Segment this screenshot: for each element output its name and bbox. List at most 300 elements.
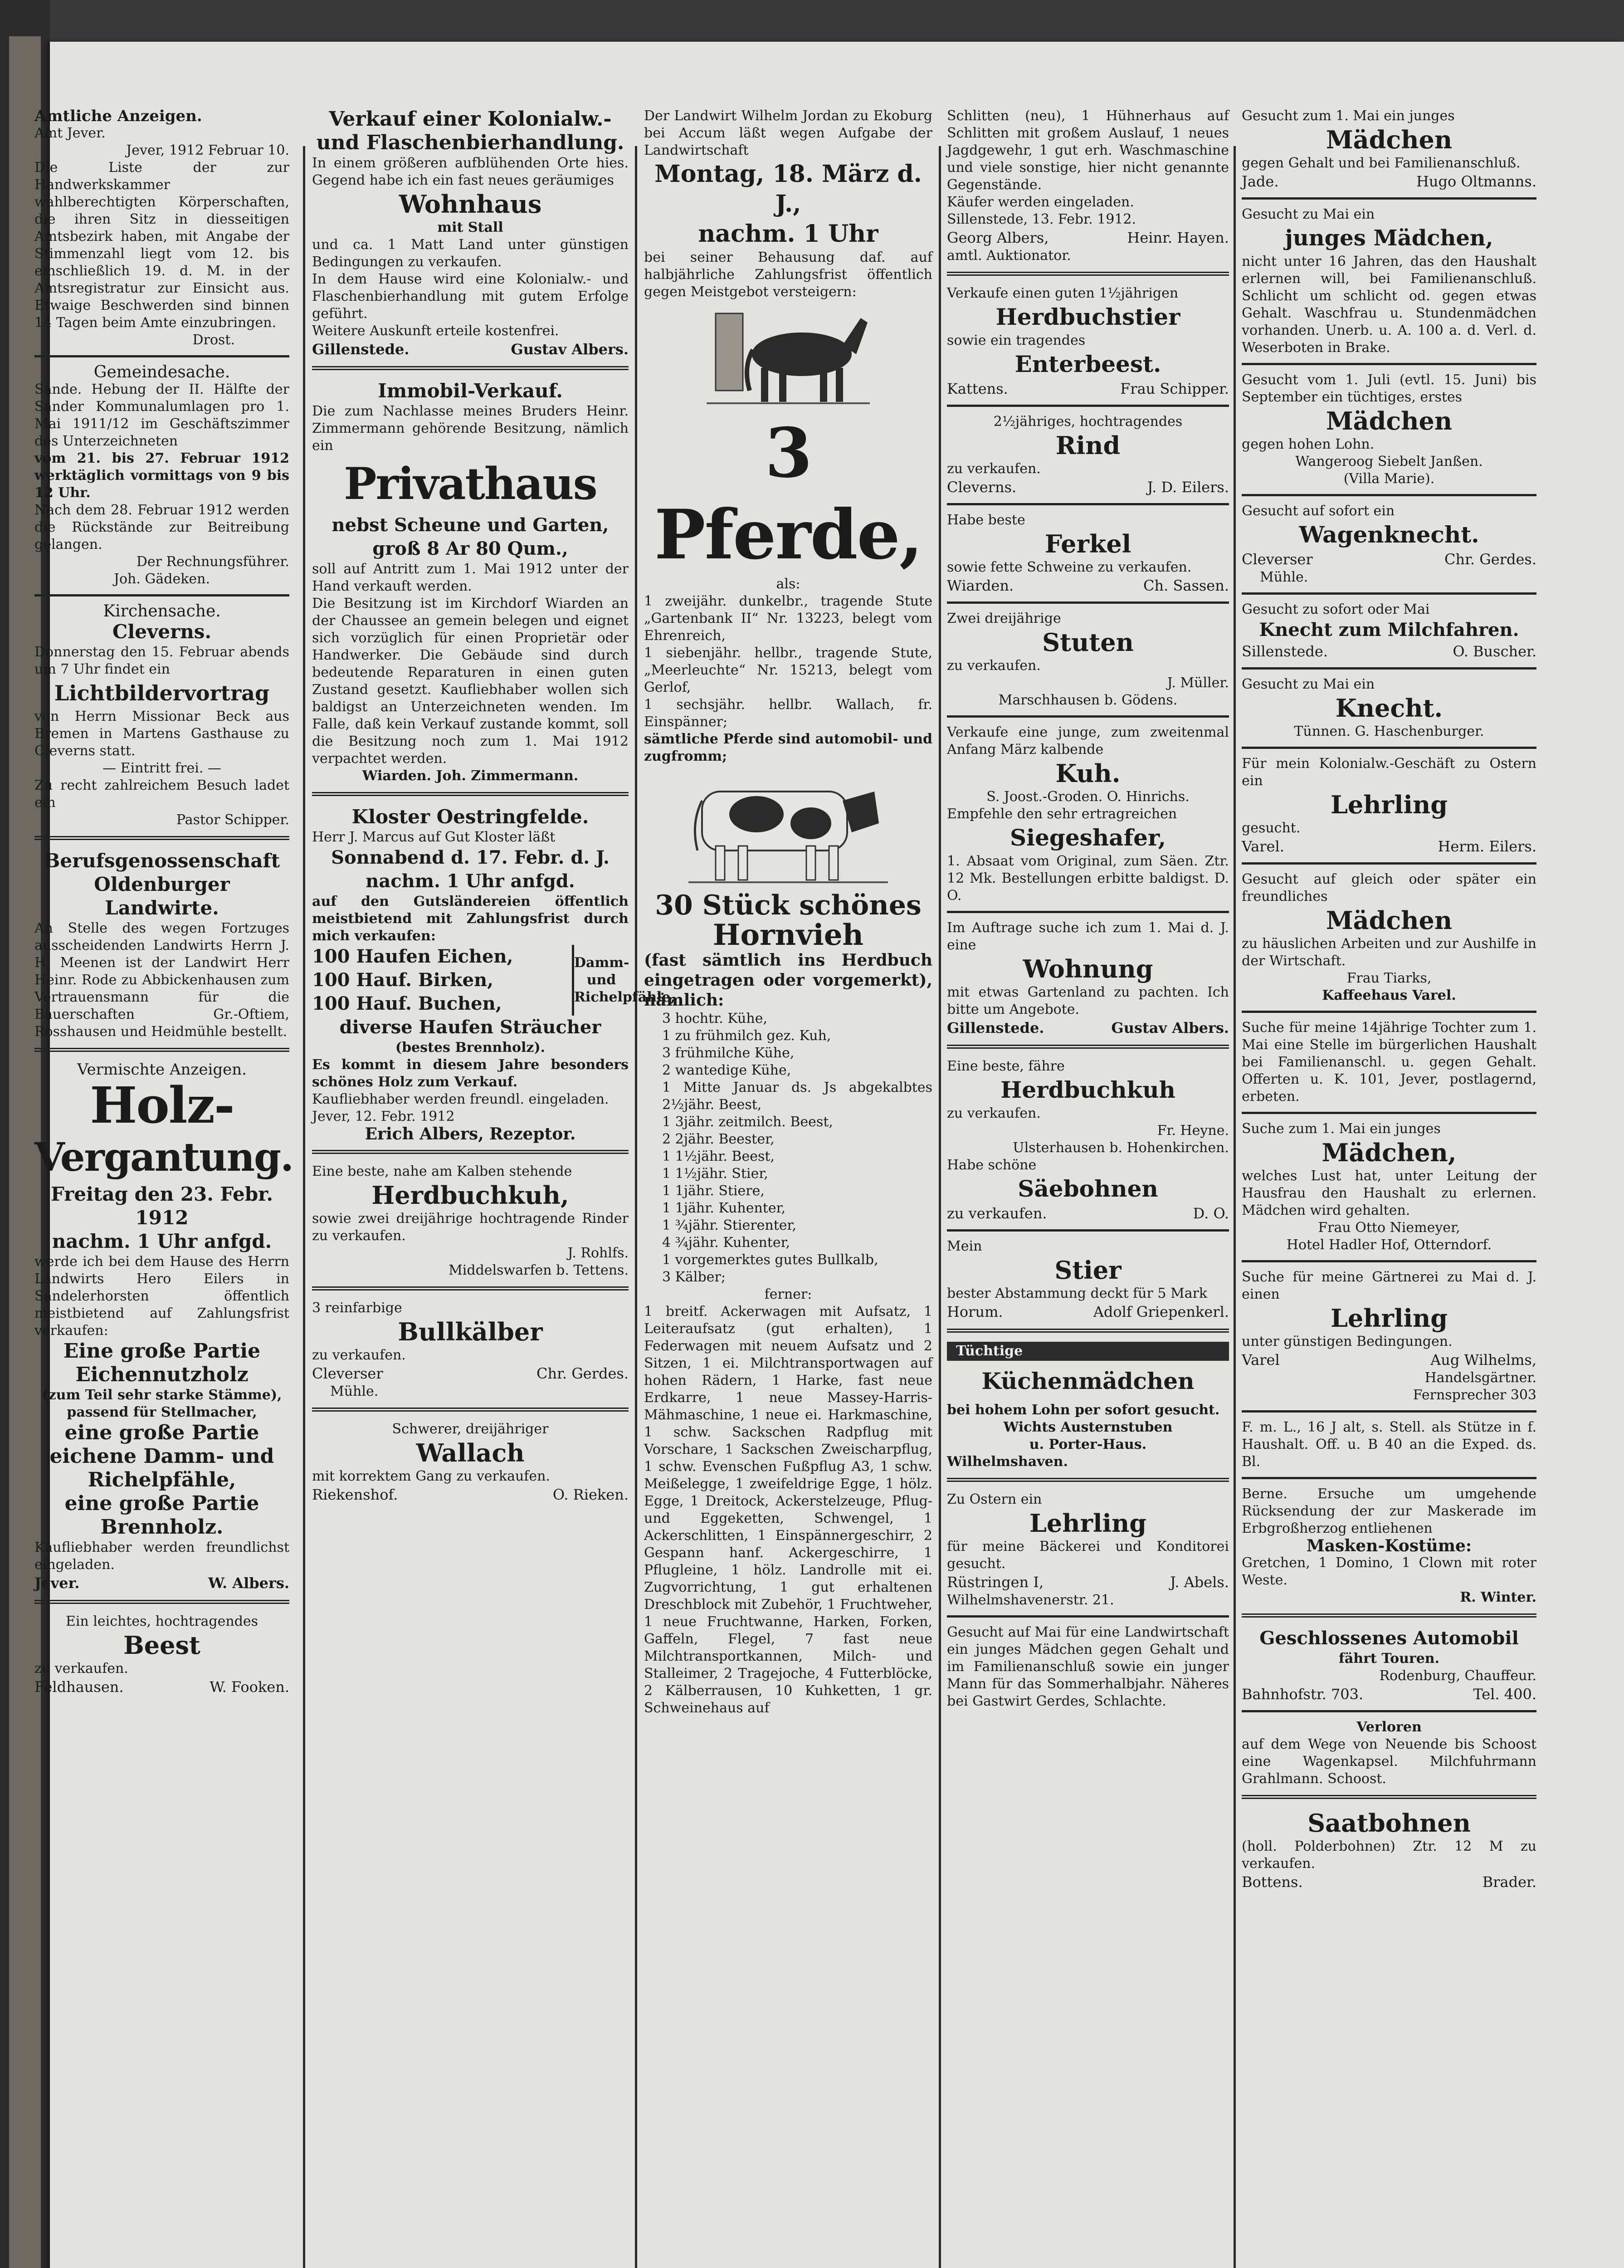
ad-date: Sillenstede, 13. Febr. 1912. xyxy=(947,211,1136,227)
divider xyxy=(1242,1011,1536,1013)
ad-signature-place: Jever. xyxy=(34,1574,80,1592)
ad-text: Käufer werden eingeladen. xyxy=(947,194,1134,210)
divider xyxy=(34,836,289,842)
column-3 xyxy=(644,108,932,2268)
cattle-item: 1 3jähr. zeitmilch. Beest, xyxy=(662,1114,833,1130)
ad-text: Gesucht auf sofort ein xyxy=(1242,503,1395,519)
ad-headline: Kloster Oestringfelde. xyxy=(351,806,589,828)
ad-signature: Wichts Austernstuben xyxy=(1003,1419,1173,1435)
ad-date: Freitag den 23. Febr. 1912 xyxy=(51,1183,273,1229)
ad-text: Zwei dreijährige xyxy=(947,611,1061,626)
divider xyxy=(947,1329,1229,1334)
ad-signature: Ulsterhausen b. Hohenkirchen. xyxy=(1013,1140,1229,1156)
divider xyxy=(947,272,1229,278)
divider xyxy=(1242,1112,1536,1114)
ad-signature-place: Rüstringen I, xyxy=(947,1574,1044,1591)
ad-date: nachm. 1 Uhr anfgd. xyxy=(52,1230,272,1252)
ad-text: zu verkaufen. xyxy=(947,461,1041,477)
ad-text-bold: auf den Gutsländereien öffentlich meistbietend mit Zahlungsfrist durch mich verkaufen: xyxy=(312,894,629,944)
ad-headline: Küchenmädchen xyxy=(981,1368,1195,1394)
ad-text: Die Besitzung ist im Kirchdorf Wiarden an der Chaussee an gemein belegen und eignet sich vorzüglich für einen Proprietär oder Handwerker. Die Gebäude sind durch bedeutende Reparaturen in einen guten Zustand gesetzt. Kaufliebhaber wollen sich baldigst an Unterzeichneten wenden. Im Falle, daß kein Verkauf zustande kommt, soll die Besitzung noch zum 1. Mai 1912 verpachtet werden. xyxy=(312,596,629,767)
ad-text: sowie fette Schweine zu verkaufen. xyxy=(947,559,1192,575)
ad-text: Empfehle den sehr ertragreichen xyxy=(947,806,1177,822)
ad-text: Die Liste der zur Handwerkskammer wahlberechtigten Körperschaften, die ihren Sitz in diesseitigen Amtsbezirk haben, mit Angabe der Stimmenzahl liegt vom 12. bis einschließlich 19. d. M. in der Amtsregistratur zur Einsicht aus. Etwaige Beschwerden sind binnen 14 Tagen beim Amte einzubringen. xyxy=(34,160,289,331)
ad-headline: Lichtbildervortrag xyxy=(54,681,270,705)
cattle-item: 1 1jähr. Stiere, xyxy=(662,1183,765,1199)
ad-signature-name: W. Fooken. xyxy=(210,1678,289,1696)
ad-text: Habe beste xyxy=(947,512,1025,528)
newspaper-page xyxy=(34,42,1624,2268)
ad-headline: junges Mädchen, xyxy=(1285,225,1493,251)
ad-signature-place: Cleverns. xyxy=(947,479,1017,496)
ad-text: von Herrn Missionar Beck aus Bremen in Martens Gasthause zu Cleverns statt. xyxy=(34,709,289,759)
ad-signature-place: Varel. xyxy=(1242,838,1284,855)
ad-signature-row xyxy=(312,340,629,359)
ad-headline: Säebohnen xyxy=(1018,1175,1158,1202)
ad-signature: Hotel Hadler Hof, Otterndorf. xyxy=(1286,1237,1492,1253)
ad-text: Kaufliebhaber werden freundlichst eingeladen. xyxy=(34,1540,289,1573)
ad-text: Suche für meine 14jährige Tochter zum 1. Mai eine Stelle im bürgerlichen Haushalt bei Familienanschl. u. gegen Gehalt. Offerten u. K. 101, Jever, postlagernd, erbeten. xyxy=(1242,1020,1536,1105)
ad-signature-row xyxy=(312,1364,629,1383)
ad-signature-name: Brader. xyxy=(1482,1873,1536,1891)
ad-signature: Rodenburg, Chauffeur. xyxy=(1379,1668,1536,1684)
ad-signature-place: Bottens. xyxy=(1242,1873,1303,1891)
ad-signature-place: Wiarden. xyxy=(947,577,1014,594)
ad-headline: Verkauf einer Kolonialw.- xyxy=(329,108,612,131)
cattle-item: 2 wantedige Kühe, xyxy=(662,1062,791,1078)
ad-text: gegen hohen Lohn. xyxy=(1242,436,1375,452)
ad-text: Habe schöne xyxy=(947,1157,1037,1173)
ad-signature: J. Müller. xyxy=(1167,675,1229,691)
ad-signature: Wiarden. Joh. Zimmermann. xyxy=(362,768,579,784)
ad-text: für meine Bäckerei und Konditorei gesucht. xyxy=(947,1539,1229,1572)
ad-signature: amtl. Auktionator. xyxy=(947,248,1071,264)
ad-date: Jever, 12. Febr. 1912 xyxy=(312,1109,455,1124)
ad-headline: Mädchen, xyxy=(1322,1138,1457,1167)
ad-text: Amt Jever. xyxy=(34,125,106,141)
ad-signature: S. Joost.-Groden. O. Hinrichs. xyxy=(986,789,1190,805)
ad-headline: Herdbuchkuh xyxy=(1000,1076,1175,1103)
ad-signature: Der Rechnungsführer. xyxy=(136,554,289,570)
ad-signature-name: Gustav Albers. xyxy=(511,341,629,358)
ad-text: und ca. 1 Matt Land unter günstigen Bedingungen zu verkaufen. xyxy=(312,237,629,270)
ad-signature-row xyxy=(1242,642,1536,661)
ad-signature-row xyxy=(947,1573,1229,1592)
ad-headline-large: 3 Pferde, xyxy=(654,413,922,575)
ad-signature: Erich Albers, Rezeptor. xyxy=(365,1124,576,1144)
ad-signature: Tünnen. G. Haschenburger. xyxy=(1294,723,1484,739)
ad-headline-large: Vergantung. xyxy=(34,1134,293,1180)
divider xyxy=(947,1478,1229,1484)
ad-headline: Stier xyxy=(1054,1256,1122,1285)
ad-text-bold: Es kommt in diesem Jahre besonders schönes Holz zum Verkauf. xyxy=(312,1057,629,1090)
divider xyxy=(947,503,1229,505)
ad-headline: Oldenburger Landwirte. xyxy=(94,873,230,919)
cattle-item: 1 vorgemerktes gutes Bullkalb, xyxy=(662,1252,878,1268)
ad-text: Herr J. Marcus auf Gut Kloster läßt xyxy=(312,829,556,845)
ad-headline: Wohnung xyxy=(1023,954,1153,983)
ad-signature-place: Gillenstede. xyxy=(947,1019,1044,1036)
ad-signature-row xyxy=(947,379,1229,398)
ad-text-bold: (bestes Brennholz). xyxy=(395,1040,546,1056)
ad-text: gegen Gehalt und bei Familienanschluß. xyxy=(1242,155,1521,171)
ad-text: In dem Hause wird eine Kolonialw.- und Flaschenbierhandlung mit gutem Erfolge geführt. xyxy=(312,271,629,322)
ad-signature: Frau Tiarks, xyxy=(1346,970,1432,986)
ad-signature: Drost. xyxy=(192,332,235,348)
ad-signature-name: Frau Schipper. xyxy=(1120,380,1229,397)
ad-text: An Stelle des wegen Fortzuges ausscheidenden Landwirts Herrn J. H. Meenen ist der Landwirt Herr Heinr. Rode zu Abbickenhausen zum Vertrauensmann für die Bauerschaften Gr.-Oftiem, Rosshausen und Heidmühle bestellt. xyxy=(34,920,289,1040)
ad-headline: Herdbuchstier xyxy=(995,303,1180,330)
ad-signature: (Villa Marie). xyxy=(1343,471,1435,487)
ad-signature-row xyxy=(947,1018,1229,1037)
ad-headline: nebst Scheune und Garten, groß 8 Ar 80 Qum., xyxy=(332,514,609,559)
divider xyxy=(34,355,289,357)
column-2 xyxy=(312,108,675,2268)
ad-signature-name: O. Rieken. xyxy=(552,1486,629,1503)
ad-signature: Pastor Schipper. xyxy=(176,812,289,828)
ad-text: als: xyxy=(776,576,800,592)
ad-text-bold: (zum Teil sehr starke Stämme), passend für Stellmacher, xyxy=(42,1387,282,1420)
ad-headline: Enterbeest. xyxy=(1014,351,1161,377)
ad-text: Eine beste, nahe am Kalben stehende xyxy=(312,1163,572,1179)
ad-heading-bar: Tüchtige xyxy=(947,1342,1229,1361)
ad-text: mit etwas Gartenland zu pachten. Ich bitte um Angebote. xyxy=(947,984,1229,1017)
cattle-item: 1 ¾jähr. Stierenter, xyxy=(662,1217,797,1233)
divider xyxy=(1242,363,1536,365)
ad-signature-place: Cleverser xyxy=(1242,551,1313,568)
ad-text: zu verkaufen. xyxy=(947,1205,1047,1222)
cattle-list xyxy=(644,1010,932,1286)
ad-text: soll auf Antritt zum 1. Mai 1912 unter der Hand verkauft werden. xyxy=(312,561,629,594)
horse-illustration-icon xyxy=(707,304,870,409)
ad-text: Zu Ostern ein xyxy=(947,1491,1042,1507)
ad-headline: Ferkel xyxy=(1044,529,1131,558)
ad-headline-large: Privathaus xyxy=(344,458,597,509)
ad-signature: Handelsgärtner. xyxy=(1424,1370,1536,1386)
ad-signature-row xyxy=(312,1485,629,1504)
divider xyxy=(1242,1710,1536,1712)
ad-text: Gesucht zu sofort oder Mai xyxy=(1242,601,1430,617)
ad-signature-place: Cleverser xyxy=(312,1365,383,1382)
ad-headline: Kuh. xyxy=(1055,759,1121,788)
ad-headline: Immobil-Verkauf. xyxy=(378,380,563,402)
ad-text: zu verkaufen. xyxy=(34,1661,128,1677)
ad-headline: Hornvieh xyxy=(712,918,864,952)
ad-signature-row xyxy=(1242,1872,1536,1892)
ad-signature: Wilhelmshaven. xyxy=(947,1454,1068,1470)
horse-item: 1 siebenjähr. hellbr., tragende Stute, „Meerleuchte“ Nr. 15213, belegt vom Gerlof, xyxy=(644,645,932,695)
divider xyxy=(947,911,1229,913)
ad-text: zu häuslichen Arbeiten und zur Aushilfe in der Wirtschaft. xyxy=(1242,936,1536,969)
ad-text: Gretchen, 1 Domino, 1 Clown mit roter Weste. xyxy=(1242,1555,1536,1588)
cattle-item: 1 Mitte Januar ds. Js abgekalbtes 2½jähr. Beest, xyxy=(662,1080,932,1113)
horse-item: sämtliche Pferde sind automobil- und zugfromm; xyxy=(644,731,932,764)
ad-signature-row xyxy=(947,576,1229,595)
cattle-item: 2 2jähr. Beester, xyxy=(662,1131,775,1147)
section-heading: Gemeindesache. xyxy=(93,363,230,381)
ad-date: nachm. 1 Uhr xyxy=(698,220,878,248)
ad-text: Donnerstag den 15. Februar abends um 7 Uhr findet ein xyxy=(34,644,289,677)
divider xyxy=(312,1286,629,1292)
ad-item: eine große Partie eichene Damm- und Richelpfähle, xyxy=(49,1421,274,1491)
column-4 xyxy=(947,108,1229,2268)
horse-item: 1 sechsjähr. hellbr. Wallach, fr. Einspänner; xyxy=(644,697,932,730)
ad-signature: Mühle. xyxy=(330,1383,379,1399)
ad-headline: Geschlossenes Automobil xyxy=(1259,1628,1519,1649)
ad-signature: Fr. Heyne. xyxy=(1157,1123,1229,1139)
ad-text: sowie ein tragendes xyxy=(947,332,1086,348)
ad-text: bester Abstammung deckt für 5 Mark xyxy=(947,1286,1208,1301)
ad-signature-place: Bahnhofstr. 703. xyxy=(1242,1686,1364,1703)
ad-text: Sande. Hebung der II. Hälfte der Sander Kommunalumlagen pro 1. Mai 1911/12 im Geschäftszimmer des Unterzeichneten xyxy=(34,381,289,449)
ad-headline: Siegeshafer, xyxy=(1010,824,1166,851)
ad-text: Schlitten (neu), 1 Hühnerhaus auf Schlitten mit großem Auslauf, 1 neues Jagdgewehr, 1 gut erh. Waschmaschine und viele sonstige, hier nicht genannte Gegenstände. xyxy=(947,108,1229,193)
divider xyxy=(1242,1795,1536,1801)
divider xyxy=(34,1600,289,1606)
ad-text: unter günstigen Bedingungen. xyxy=(1242,1334,1453,1349)
column-1 xyxy=(34,107,293,2268)
section-heading: Kirchensache. xyxy=(103,602,221,621)
ad-text: Eine beste, fähre xyxy=(947,1058,1065,1074)
ad-headline: Wagenknecht. xyxy=(1299,521,1479,548)
ad-text: zu verkaufen. xyxy=(312,1347,406,1363)
ad-signature-name: Herm. Eilers. xyxy=(1438,838,1536,855)
cattle-item: 4 ¾jähr. Kuhenter, xyxy=(662,1235,790,1251)
ad-signature: R. Winter. xyxy=(1460,1589,1536,1605)
ad-headline: Beest xyxy=(123,1631,200,1660)
ad-headline: Cleverns. xyxy=(112,621,212,643)
ad-headline: Verloren xyxy=(1356,1719,1422,1735)
ad-signature-row xyxy=(1242,837,1536,856)
ad-text: Nach dem 28. Februar 1912 werden die Rückstände zur Beitreibung gelangen. xyxy=(34,502,289,552)
ad-headline: Mädchen xyxy=(1326,406,1453,435)
ad-signature-name: Adolf Griepenkerl. xyxy=(1093,1303,1229,1320)
ad-signature-row xyxy=(947,228,1229,247)
ad-signature-name: Aug Wilhelms, xyxy=(1430,1351,1536,1369)
ad-signature: Fernsprecher 303 xyxy=(1413,1387,1536,1403)
divider xyxy=(947,601,1229,604)
ad-signature: u. Porter-Haus. xyxy=(1029,1437,1147,1452)
ad-signature-name: Gustav Albers. xyxy=(1111,1019,1229,1036)
ad-signature-name: Hugo Oltmanns. xyxy=(1416,173,1536,190)
wood-lot-side-label: Damm- und Richelpfähle, xyxy=(574,955,675,1005)
ad-text: Suche zum 1. Mai ein junges xyxy=(1242,1121,1441,1137)
ad-headline: Bullkälber xyxy=(398,1317,543,1346)
ad-text: Der Landwirt Wilhelm Jordan zu Ekoburg bei Accum läßt wegen Aufgabe der Landwirtschaft xyxy=(644,108,932,158)
divider xyxy=(1242,1477,1536,1479)
ad-item: Eine große Partie Eichennutzholz xyxy=(63,1339,261,1386)
ad-signature-name: J. Abels. xyxy=(1170,1574,1229,1591)
section-heading: Amtliche Anzeigen. xyxy=(34,107,202,125)
ad-signature-row xyxy=(1242,1350,1536,1369)
ad-signature-place: Varel xyxy=(1242,1351,1280,1369)
divider xyxy=(1242,667,1536,670)
ad-signature-name: W. Albers. xyxy=(208,1574,289,1592)
divider xyxy=(1242,862,1536,865)
ad-signature-place: Jade. xyxy=(1242,173,1279,190)
divider xyxy=(34,1048,289,1054)
wood-lot-table xyxy=(312,945,675,1016)
ad-signature-name: Ch. Sassen. xyxy=(1143,577,1229,594)
ad-text: Gesucht zu Mai ein xyxy=(1242,676,1375,692)
ad-text: — Eintritt frei. — xyxy=(102,760,221,776)
ad-text: 1 breitf. Ackerwagen mit Aufsatz, 1 Leiteraufsatz (gut erhalten), 1 Federwagen mit neuem Aufsatz und 2 Sitzen, 1 ei. Milchtransportwagen auf hohen Rädern, 1 Harke, fast neue Erdkarre, 1 neue Massey-Harris-Mähmaschine, 1 neue ei. Harkmaschine, 1 schw. Sackschen Radpflug mit Vorschare, 1 Sackschen Zweischarpflug, 1 schw. Evenschen Fußpflug A3, 1 schw. Meißelegge, 1 zweifeldrige Egge, 1 hölz. Egge, 1 Dreitock, Ackerstelzeuge, Pflug- und Eggeketten, Schwengel, 1 Ackerschlitten, 1 Einspännergeschirr, 2 Gespann hanf. Ackergeschirre, 1 Pflugleine, 1 hölz. Landrolle mit ei. Zugvorrichtung, 1 gut erhaltenen Dreschblock mit Zubehör, 1 Fruchtweher, 1 neue Fruchtwanne, Harken, Forken, Gaffeln, Flegel, 7 fast neue Milchtransportkannen, Milch- und Stalleimer, 2 Tragejoche, 4 Futterblöcke, 2 Kälberrausen, 10 Kuhketten, 1 gr. Schweinehaus auf xyxy=(644,1304,932,1716)
wood-lot-row: 100 Hauf. Buchen, xyxy=(312,993,502,1014)
ad-date: Jever, 1912 Februar 10. xyxy=(126,142,289,158)
ad-text: Schwerer, dreijähriger xyxy=(392,1421,549,1437)
ad-headline: Lehrling xyxy=(1029,1509,1147,1538)
ad-signature-name: J. D. Eilers. xyxy=(1147,479,1229,496)
ad-text: 1. Absaat vom Original, zum Säen. Ztr. 12 Mk. Bestellungen erbitte baldigst. D. O. xyxy=(947,853,1229,904)
ad-text: Die zum Nachlasse meines Bruders Heinr. Zimmermann gehörende Besitzung, nämlich ein xyxy=(312,403,629,454)
ad-text: Kaufliebhaber werden freundl. eingeladen. xyxy=(312,1091,609,1107)
ad-text: Gesucht zu Mai ein xyxy=(1242,206,1375,222)
ad-headline: Saatbohnen xyxy=(1307,1809,1471,1838)
divider xyxy=(312,366,629,372)
ad-item: eine große Partie Brennholz. xyxy=(64,1492,259,1539)
ad-text: bei seiner Behausung daf. auf halbjährliche Zahlungsfrist öffentlich gegen Meistgebot versteigern: xyxy=(644,249,932,300)
divider xyxy=(1242,1260,1536,1262)
divider xyxy=(1242,1410,1536,1413)
ad-signature: Marschhausen b. Gödens. xyxy=(998,692,1178,708)
ad-text: Gesucht vom 1. Juli (evtl. 15. Juni) bis September ein tüchtiges, erstes xyxy=(1242,372,1536,405)
ad-headline: und Flaschenbierhandlung. xyxy=(316,131,624,154)
divider xyxy=(1242,197,1536,200)
ad-text: In einem größeren aufblühenden Orte hies. Gegend habe ich ein fast neues geräumiges xyxy=(312,155,629,188)
ad-text: Mein xyxy=(947,1238,982,1254)
divider xyxy=(1242,1613,1536,1619)
ad-text: Suche für meine Gärtnerei zu Mai d. J. einen xyxy=(1242,1269,1536,1302)
ad-signature-row xyxy=(1242,172,1536,191)
ad-text: (holl. Polderbohnen) Ztr. 12 M zu verkaufen. xyxy=(1242,1838,1536,1872)
ad-signature-place: Horum. xyxy=(947,1303,1003,1320)
ad-headline: Wohnhaus xyxy=(399,190,542,219)
section-heading: Vermischte Anzeigen. xyxy=(77,1061,247,1079)
divider xyxy=(947,1045,1229,1051)
ad-signature: J. Rohlfs. xyxy=(567,1245,629,1261)
ad-signature-row xyxy=(947,478,1229,497)
ad-text: sowie zwei dreijährige hochtragende Rinder zu verkaufen. xyxy=(312,1211,629,1244)
ad-signature-name: O. Buscher. xyxy=(1453,643,1536,660)
ad-text: 2½jähriges, hochtragendes xyxy=(993,414,1183,430)
ad-headline: Mädchen xyxy=(1326,125,1453,154)
column-rule xyxy=(635,146,637,2268)
column-rule xyxy=(303,146,305,2268)
ad-text: Im Auftrage suche ich zum 1. Mai d. J. eine xyxy=(947,920,1229,953)
ad-headline-large: Holz- xyxy=(90,1076,234,1134)
divider xyxy=(1242,592,1536,595)
ad-date: nachm. 1 Uhr anfgd. xyxy=(366,870,575,892)
ad-headline: 30 Stück schönes xyxy=(655,890,922,921)
ad-text: Weitere Auskunft erteile kostenfrei. xyxy=(312,323,559,339)
ad-signature-name: Chr. Gerdes. xyxy=(536,1365,629,1382)
ad-text: welches Lust hat, unter Leitung der Hausfrau den Haushalt zu erlernen. Mädchen wird gehalten. xyxy=(1242,1168,1536,1218)
ad-text: zu verkaufen. xyxy=(947,658,1041,674)
wood-lot-list xyxy=(312,945,574,1016)
wood-lot-row: 100 Hauf. Birken, xyxy=(312,969,494,991)
ad-signature-place: Feldhausen. xyxy=(34,1678,124,1696)
divider xyxy=(1242,747,1536,749)
ad-headline: Mädchen xyxy=(1326,906,1453,935)
column-5 xyxy=(1242,108,1536,2268)
cattle-item: 1 1½jähr. Stier, xyxy=(662,1166,768,1182)
divider xyxy=(1242,494,1536,496)
ad-signature-place: Kattens. xyxy=(947,380,1008,397)
ad-signature-name: Heinr. Hayen. xyxy=(1127,229,1229,246)
ad-headline: Knecht. xyxy=(1335,694,1443,723)
divider xyxy=(947,715,1229,718)
ad-signature: Joh. Gädeken. xyxy=(113,571,210,587)
ad-signature: Mühle. xyxy=(1260,569,1308,585)
ad-text: mit korrektem Gang zu verkaufen. xyxy=(312,1468,550,1484)
ad-signature-name: Tel. 400. xyxy=(1473,1686,1536,1703)
ad-item: diverse Haufen Sträucher xyxy=(339,1017,601,1038)
ad-text: nicht unter 16 Jahren, das den Haushalt erlernen will, bei Familienanschluß. Schlicht um schlicht od. gegen etwas Gehalt. Waschfrau u. Stundenmädchen vorhanden. Unerb. u. A. 100 a. d. Verl. d. Weserboten in Brake. xyxy=(1242,254,1536,356)
ad-signature: Frau Otto Niemeyer, xyxy=(1318,1220,1460,1236)
ad-signature-row xyxy=(1242,1685,1536,1704)
ad-text-bold: mit Stall xyxy=(437,220,503,235)
ad-signature-place: Sillenstede. xyxy=(1242,643,1328,660)
ad-headline: Herdbuchkuh, xyxy=(371,1181,569,1210)
ad-signature-name: Chr. Gerdes. xyxy=(1444,551,1536,568)
ad-headline: Knecht zum Milchfahren. xyxy=(1259,619,1519,640)
ad-text-bold: bei hohem Lohn per sofort gesucht. xyxy=(947,1402,1220,1418)
ad-text-bold: fährt Touren. xyxy=(1338,1651,1440,1667)
ad-signature-name: D. O. xyxy=(1193,1205,1229,1222)
ad-text: Zu recht zahlreichem Besuch ladet ein xyxy=(34,777,289,811)
cattle-item: 1 1jähr. Kuhenter, xyxy=(662,1200,786,1216)
ad-signature: Wangeroog Siebelt Janßen. xyxy=(1295,454,1483,469)
column-rule xyxy=(939,146,941,2268)
ad-text: gesucht. xyxy=(1242,820,1301,836)
ad-headline: Berufsgenossenschaft xyxy=(44,850,280,872)
ad-text: F. m. L., 16 J alt, s. Stell. als Stütze in f. Haushalt. Off. u. B 40 an die Exped. ds. Bl. xyxy=(1242,1419,1536,1470)
cattle-item: 1 zu frühmilch gez. Kuh, xyxy=(662,1028,831,1044)
ad-signature-place: Gillenstede. xyxy=(312,341,410,358)
ad-text: Verkaufe eine junge, zum zweitenmal Anfang März kalbende xyxy=(947,724,1229,758)
ad-text: zu verkaufen. xyxy=(947,1105,1041,1121)
ad-text: ferner: xyxy=(764,1286,812,1302)
ad-date: Montag, 18. März d. J., xyxy=(654,160,922,218)
ad-date: Sonnabend d. 17. Febr. d. J. xyxy=(331,847,610,868)
divider xyxy=(947,405,1229,407)
ad-text: Gesucht auf Mai für eine Landwirtschaft ein junges Mädchen gegen Gehalt und im Familienanschluß sowie ein junger Mann für das Sommerhalbjahr. Näheres bei Gastwirt Gerdes, Schlachte. xyxy=(947,1624,1229,1709)
ad-signature: Middelswarfen b. Tettens. xyxy=(449,1262,629,1278)
ad-signature-row xyxy=(34,1574,289,1593)
ad-signature-row xyxy=(1242,550,1536,569)
cattle-item: 3 frühmilche Kühe, xyxy=(662,1045,795,1061)
ad-text: Gesucht zum 1. Mai ein junges xyxy=(1242,108,1455,124)
ad-text: Für mein Kolonialw.-Geschäft zu Ostern ein xyxy=(1242,756,1536,789)
divider xyxy=(312,1150,629,1156)
divider xyxy=(947,1615,1229,1618)
ad-signature-row xyxy=(947,1204,1229,1223)
horse-item: 1 zweijähr. dunkelbr., tragende Stute „Gartenbank II“ Nr. 13223, belegt vom Ehrenreich, xyxy=(644,593,932,644)
cow-illustration-icon xyxy=(688,769,888,887)
ad-text: auf dem Wege von Neuende bis Schoost eine Wagenkapsel. Milchfuhrmann Grahlmann. Schoost. xyxy=(1242,1736,1536,1787)
ad-text: werde ich bei dem Hause des Herrn Landwirts Hero Eilers in Sandelerhorsten öffentlich meistbietend auf Zahlungsfrist verkaufen: xyxy=(34,1254,289,1339)
ad-signature-row xyxy=(947,1302,1229,1321)
ad-text: Verkaufe einen guten 1½jährigen xyxy=(947,285,1179,301)
cattle-item: 3 Kälber; xyxy=(662,1269,726,1285)
ad-headline: Masken-Kostüme: xyxy=(1306,1536,1472,1555)
ad-text-bold: vom 21. bis 27. Februar 1912 werktäglich vormittags von 9 bis 12 Uhr. xyxy=(34,450,289,501)
ad-text: 3 reinfarbige xyxy=(312,1300,402,1316)
divider xyxy=(312,792,629,798)
divider xyxy=(312,1408,629,1413)
divider xyxy=(947,1229,1229,1232)
wood-lot-row: 100 Haufen Eichen, xyxy=(312,946,513,967)
